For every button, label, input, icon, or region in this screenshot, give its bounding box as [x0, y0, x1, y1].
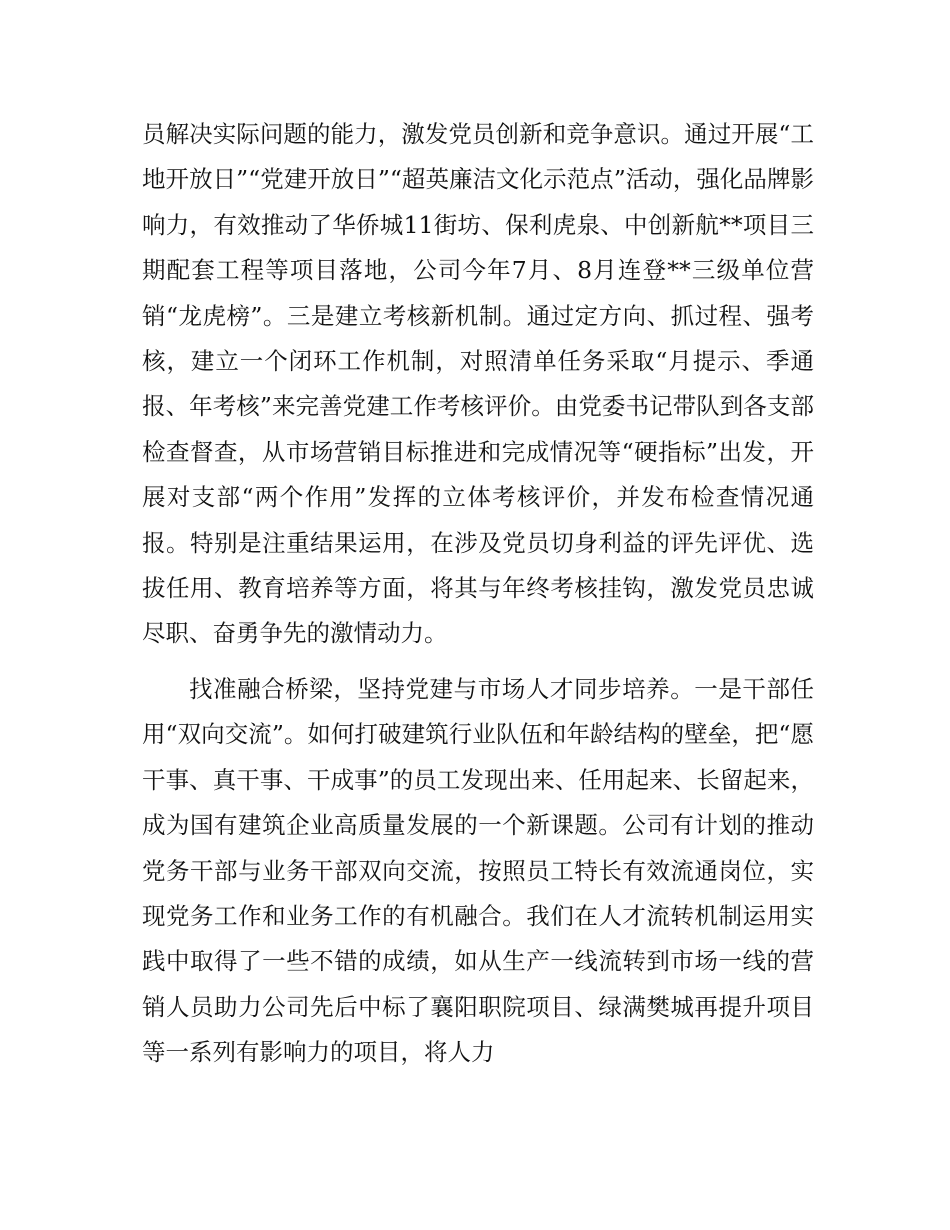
- paragraph-spacer: [142, 657, 814, 667]
- paragraph-continued: 员解决实际问题的能力，激发党员创新和竞争意识。通过开展“工地开放日”“党建开放日”“超英廉洁文化示范点”活动，强化品牌影响力，有效推动了华侨城11街坊、保利虎泉、中创新航**项目三期配套工程等项目落地，公司今年7月、8月连登**三级单位营销“龙虎榜”。三是建立考核新机制。通过定方向、抓过程、强考核，建立一个闭环工作机制，对照清单任务采取“月提示、季通报、年考核”来完善党建工作考核评价。由党委书记带队到各支部检查督查，从市场营销目标推进和完成情况等“硬指标”出发，开展对支部“两个作用”发挥的立体考核评价，并发布检查情况通报。特别是注重结果运用，在涉及党员切身利益的评先评优、选拔任用、教育培养等方面，将其与年终考核挂钩，激发党员忠诚尽职、奋勇争先的激情动力。: [142, 120, 814, 648]
- body-text: [142, 112, 814, 1076]
- paragraph-talent-training: 找准融合桥梁，坚持党建与市场人才同步培养。一是干部任用“双向交流”。如何打破建筑行业队伍和年龄结构的壁垒，把“愿干事、真干事、干成事”的员工发现出来、任用起来、长留起来，成为国有建筑企业高质量发展的一个新课题。公司有计划的推动党务干部与业务干部双向交流，按照员工特长有效流通岗位，实现党务工作和业务工作的有机融合。我们在人才流转机制运用实践中取得了一些不错的成绩，如从生产一线流转到市场一线的营销人员助力公司先后中标了襄阳职院项目、绿满樊城再提升项目等一系列有影响力的项目，将人力: [142, 674, 814, 1067]
